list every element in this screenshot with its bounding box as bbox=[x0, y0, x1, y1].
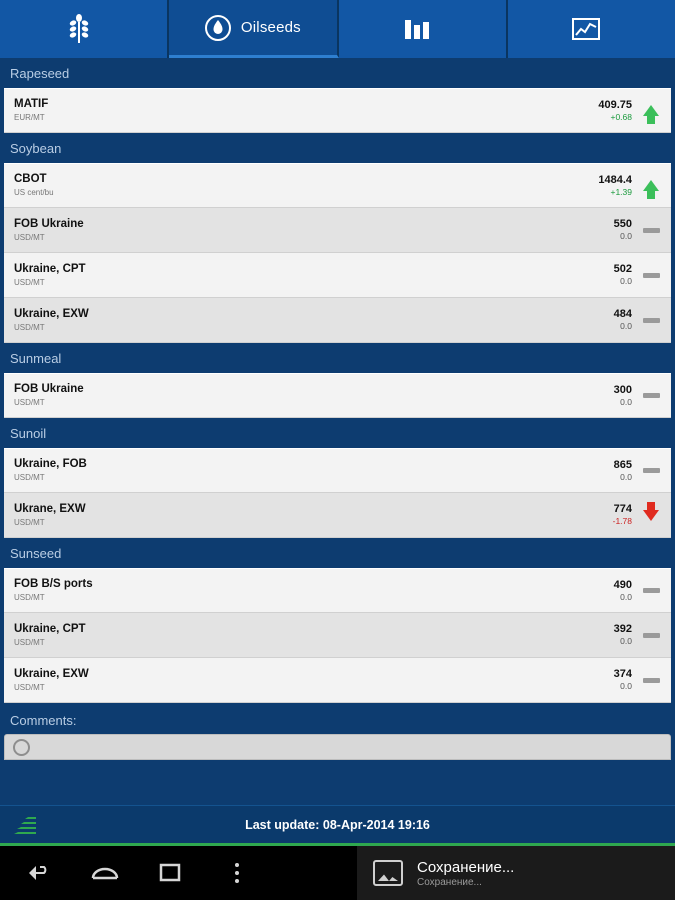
comments-label: Comments: bbox=[10, 713, 77, 728]
row-left bbox=[14, 98, 48, 123]
notification-toast[interactable] bbox=[357, 846, 675, 900]
group-rows-rapeseed bbox=[0, 88, 675, 133]
row-right bbox=[614, 668, 661, 692]
oil-drop-icon bbox=[205, 15, 231, 41]
table-row[interactable] bbox=[4, 493, 671, 538]
row-right bbox=[598, 174, 661, 198]
row-values bbox=[614, 308, 632, 332]
top-tab-bar bbox=[0, 0, 675, 58]
group-header-sunmeal: Sunmeal bbox=[0, 343, 675, 373]
row-values bbox=[614, 218, 632, 242]
row-left bbox=[14, 263, 86, 288]
row-left bbox=[14, 503, 86, 528]
trend-flat-icon bbox=[641, 624, 661, 646]
row-name: FOB Ukraine bbox=[14, 217, 84, 230]
trend-flat-icon bbox=[641, 580, 661, 602]
row-left bbox=[14, 308, 89, 333]
tab-grains[interactable] bbox=[0, 0, 169, 58]
trend-flat-icon bbox=[641, 385, 661, 407]
row-unit: USD/MT bbox=[14, 398, 45, 407]
row-unit: USD/MT bbox=[14, 277, 45, 287]
group-header-sunoil: Sunoil bbox=[0, 418, 675, 448]
row-price: 865 bbox=[613, 458, 632, 471]
row-left bbox=[14, 173, 54, 198]
table-row[interactable] bbox=[4, 448, 671, 493]
group-rows-sunoil bbox=[0, 448, 675, 538]
row-unit: USD/MT bbox=[14, 322, 45, 332]
row-change: 0.0 bbox=[620, 396, 632, 407]
group-header-soybean: Soybean bbox=[0, 133, 675, 163]
trend-flat-icon bbox=[641, 219, 661, 241]
row-change: 0.0 bbox=[620, 231, 632, 241]
row-change: -1.78 bbox=[612, 516, 632, 526]
row-price: 774 bbox=[613, 503, 632, 515]
row-unit: USD/MT bbox=[14, 637, 45, 647]
row-right bbox=[598, 99, 661, 123]
nav-keys bbox=[0, 858, 252, 888]
tab-oilseeds-label: Oilseeds bbox=[240, 19, 301, 36]
notification-title: Сохранение... bbox=[417, 858, 515, 876]
group-rows-sunmeal bbox=[0, 373, 675, 418]
row-values bbox=[614, 668, 632, 692]
row-name: Ukraine, EXW bbox=[14, 307, 89, 320]
row-change: 0.0 bbox=[620, 681, 632, 691]
row-right bbox=[614, 263, 661, 287]
bar-chart-icon bbox=[402, 16, 432, 42]
row-name: MATIF bbox=[14, 98, 49, 110]
row-unit: USD/MT bbox=[14, 232, 45, 242]
wheat-icon bbox=[67, 14, 91, 44]
row-name: FOB B/S ports bbox=[14, 578, 93, 590]
comments-box[interactable] bbox=[4, 734, 671, 760]
row-unit: USD/MT bbox=[14, 682, 45, 692]
row-change: 0.0 bbox=[620, 321, 632, 331]
android-nav-bar bbox=[0, 846, 675, 900]
recents-icon[interactable] bbox=[156, 858, 186, 888]
row-values bbox=[598, 99, 632, 123]
table-row[interactable] bbox=[4, 373, 671, 418]
row-unit: USD/MT bbox=[14, 473, 45, 482]
row-unit: USD/MT bbox=[14, 593, 45, 602]
trend-up-icon bbox=[641, 100, 661, 122]
row-left bbox=[14, 218, 84, 243]
row-right bbox=[614, 623, 661, 647]
footer-bar bbox=[0, 805, 675, 843]
trend-flat-icon bbox=[641, 460, 661, 482]
row-change: +1.39 bbox=[610, 186, 632, 197]
row-right bbox=[614, 579, 661, 603]
row-right bbox=[614, 308, 661, 332]
group-header-sunseed: Sunseed bbox=[0, 538, 675, 568]
row-price: 392 bbox=[613, 623, 632, 635]
row-price: 374 bbox=[613, 668, 632, 680]
row-values bbox=[614, 384, 632, 408]
table-row[interactable] bbox=[4, 208, 671, 253]
row-right bbox=[614, 218, 661, 242]
trend-flat-icon bbox=[641, 669, 661, 691]
quotes-list[interactable] bbox=[0, 58, 675, 805]
row-values bbox=[614, 623, 632, 647]
row-left bbox=[14, 623, 86, 648]
group-rows-sunseed bbox=[0, 568, 675, 703]
row-change: +0.68 bbox=[610, 111, 632, 122]
row-price: 490 bbox=[613, 578, 632, 591]
row-values bbox=[598, 174, 632, 198]
notification-texts bbox=[417, 859, 514, 888]
row-unit: EUR/MT bbox=[14, 113, 45, 122]
table-row[interactable] bbox=[4, 163, 671, 208]
row-values bbox=[613, 503, 632, 527]
last-update-text: Last update: 08-Apr-2014 19:16 bbox=[245, 817, 430, 832]
row-name: CBOT bbox=[14, 173, 47, 185]
row-name: Ukraine, CPT bbox=[14, 262, 86, 275]
notification-subtitle: Сохранение... bbox=[417, 876, 482, 888]
row-name: Ukraine, EXW bbox=[14, 667, 89, 680]
row-right bbox=[614, 459, 661, 483]
trend-flat-icon bbox=[641, 309, 661, 331]
tab-bar-chart[interactable] bbox=[339, 0, 508, 58]
row-unit: USD/MT bbox=[14, 517, 45, 527]
tab-line-chart[interactable] bbox=[508, 0, 675, 58]
trend-up-icon bbox=[641, 175, 661, 197]
screenshot-icon bbox=[373, 860, 403, 886]
row-price: 409.75 bbox=[598, 98, 632, 111]
home-icon[interactable] bbox=[90, 858, 120, 888]
row-price: 1484.4 bbox=[598, 173, 632, 186]
row-values bbox=[614, 579, 632, 603]
row-name: FOB Ukraine bbox=[14, 383, 84, 395]
group-rows-soybean bbox=[0, 163, 675, 343]
row-change: 0.0 bbox=[620, 636, 632, 646]
row-change: 0.0 bbox=[620, 471, 632, 482]
row-left bbox=[14, 458, 87, 483]
row-name: Ukraine, CPT bbox=[14, 622, 86, 635]
row-price: 550 bbox=[613, 218, 632, 230]
row-values bbox=[614, 459, 632, 483]
tab-oilseeds[interactable] bbox=[169, 0, 338, 58]
line-chart-icon bbox=[571, 16, 601, 42]
row-price: 300 bbox=[613, 383, 632, 396]
row-right bbox=[613, 503, 661, 527]
row-name: Ukraine, FOB bbox=[14, 458, 87, 470]
table-row[interactable] bbox=[4, 88, 671, 133]
comment-avatar-icon bbox=[13, 739, 30, 756]
group-header-rapeseed: Rapeseed bbox=[0, 58, 675, 88]
row-price: 484 bbox=[613, 308, 632, 320]
table-row[interactable] bbox=[4, 613, 671, 658]
row-values bbox=[614, 263, 632, 287]
row-price: 502 bbox=[613, 263, 632, 275]
row-name: Ukrane, EXW bbox=[14, 502, 86, 515]
trend-down-icon bbox=[641, 504, 661, 526]
overflow-menu-icon[interactable] bbox=[222, 858, 252, 888]
row-unit: US cent/bu bbox=[14, 188, 54, 197]
table-row[interactable] bbox=[4, 253, 671, 298]
row-right bbox=[614, 384, 661, 408]
trend-flat-icon bbox=[641, 264, 661, 286]
table-row[interactable] bbox=[4, 298, 671, 343]
table-row[interactable] bbox=[4, 568, 671, 613]
row-change: 0.0 bbox=[620, 591, 632, 602]
row-left bbox=[14, 578, 93, 603]
row-change: 0.0 bbox=[620, 276, 632, 286]
back-icon[interactable] bbox=[24, 858, 54, 888]
row-left bbox=[14, 383, 84, 408]
table-row[interactable] bbox=[4, 658, 671, 703]
row-left bbox=[14, 668, 89, 693]
